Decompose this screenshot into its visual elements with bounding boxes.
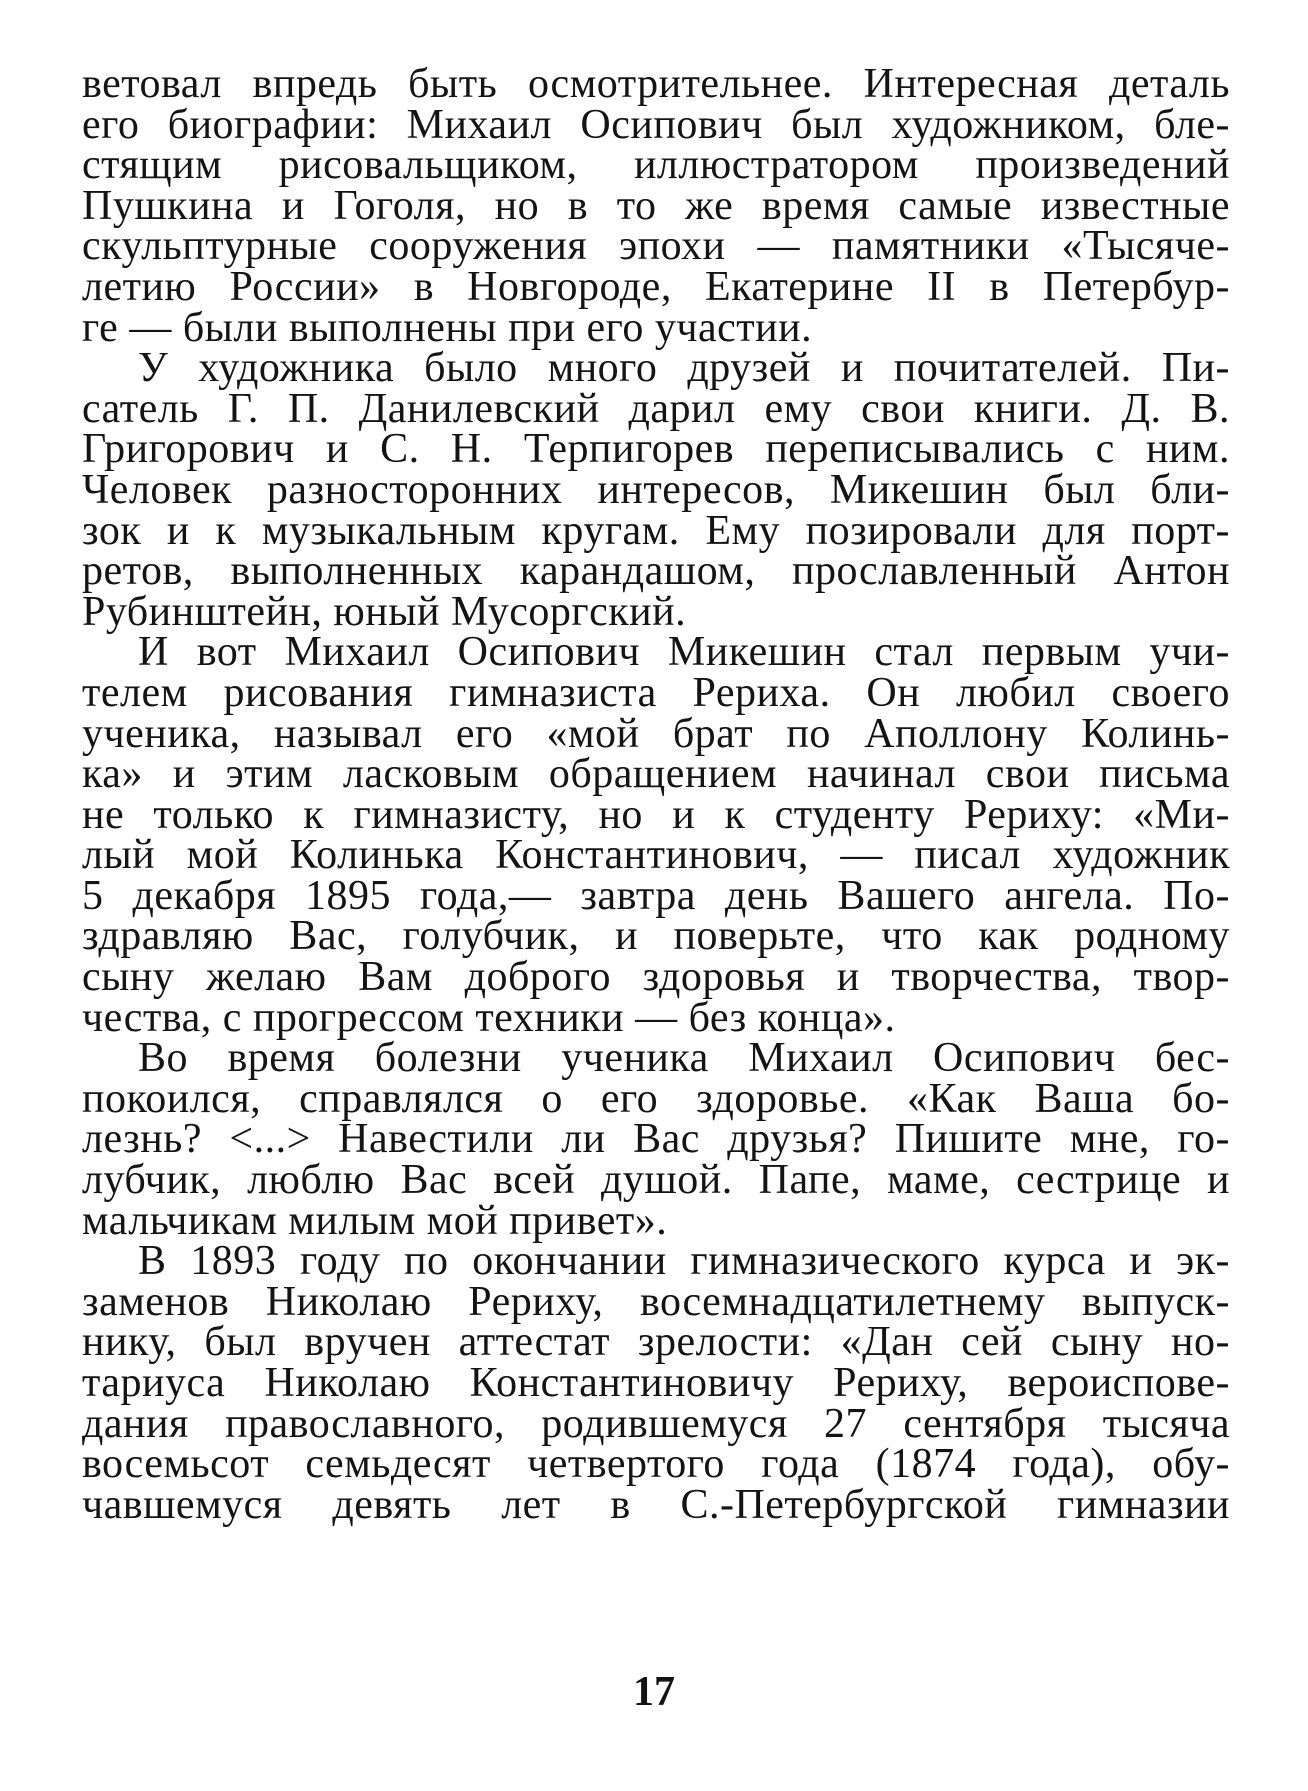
text-line: скульптурные сооружения эпохи — памятники «Тысяче- [82,223,1230,270]
text-line: Рубинштейн, юный Мусоргский. [82,588,687,635]
text-line: заменов Николаю Рериху, восемнадцатилетнему выпуск- [82,1278,1230,1325]
text-line: сыну желаю Вам доброго здоровья и творчества, твор- [82,954,1230,1001]
text-line: покоился, справлялся о его здоровье. «Как Ваша бо- [82,1075,1230,1122]
text-line: здравляю Вас, голубчик, и поверьте, что как родному [82,913,1230,960]
text-line: летию России» в Новгороде, Екатерине II в Петербур- [82,263,1230,310]
text-line: зок и к музыкальным кругам. Ему позировали для порт- [82,507,1230,554]
text-line: телем рисования гимназиста Рериха. Он любил своего [82,669,1230,716]
text-line: чавшемуся девять лет в С.-Петербургской гимназии [82,1481,1230,1528]
text-line: ученика, называл его «мой брат по Аполлону Колинь- [82,710,1230,757]
text-line: Во время болезни ученика Михаил Осипович бес- [138,1035,1230,1082]
text-line: тариуса Николаю Константиновичу Рериху, вероиспове- [82,1360,1230,1406]
text-line: ге — были выполнены при его участии. [82,304,813,351]
paragraph [82,629,1230,1041]
text-line: лубчик, люблю Вас всей душой. Папе, маме, сестрице и [82,1157,1230,1204]
text-line: Человек разносторонних интересов, Микешин был бли- [82,466,1230,513]
text-line: стящим рисовальщиком, иллюстратором произведений [82,142,1230,189]
paragraph [82,345,1230,635]
body-text [82,61,1230,1528]
text-line: чества, с прогрессом техники — без конца». [82,994,896,1041]
text-line: лезнь? <...> Навестили ли Вас друзья? Пишите мне, го- [82,1116,1230,1163]
text-line: ка» и этим ласковым обращением начинал свои письма [82,751,1230,798]
text-line: Григорович и С. Н. Терпигорев переписывались с ним. [82,426,1230,473]
paragraph [82,1238,1230,1528]
paragraph [82,61,1230,351]
text-line: сатель Г. П. Данилевский дарил ему свои книги. Д. В. [82,385,1230,432]
text-line: ретов, выполненных карандашом, прославленный Антон [82,548,1230,595]
text-line: В 1893 году по окончании гимназического курса и эк- [138,1238,1230,1285]
text-line: лый мой Колинька Константинович, — писал художник [82,832,1230,879]
text-line: восемьсот семьдесят четвертого года (1874 года), обу- [82,1441,1230,1488]
text-line: его биографии: Михаил Осипович был художником, бле- [82,101,1230,148]
text-line: не только к гимназисту, но и к студенту Рериху: «Ми- [82,791,1230,838]
paragraph [82,1035,1230,1244]
text-line: мальчикам милым мой привет». [82,1197,668,1244]
text-line: И вот Михаил Осипович Микешин стал первым учи- [138,629,1230,676]
text-line: Пушкина и Гоголя, но в то же время самые известные [82,182,1230,229]
text-line: 5 декабря 1895 года,— завтра день Вашего ангела. По- [82,872,1230,919]
text-line: нику, был вручен аттестат зрелости: «Дан сей сыну но- [82,1319,1230,1366]
page-number: 17 [633,1669,675,1715]
text-line: дания православного, родившемуся 27 сентября тысяча [82,1400,1230,1447]
text-line: ветовал впредь быть осмотрительнее. Интересная деталь [82,61,1230,107]
text-line: У художника было много друзей и почитателей. Пи- [138,345,1230,392]
